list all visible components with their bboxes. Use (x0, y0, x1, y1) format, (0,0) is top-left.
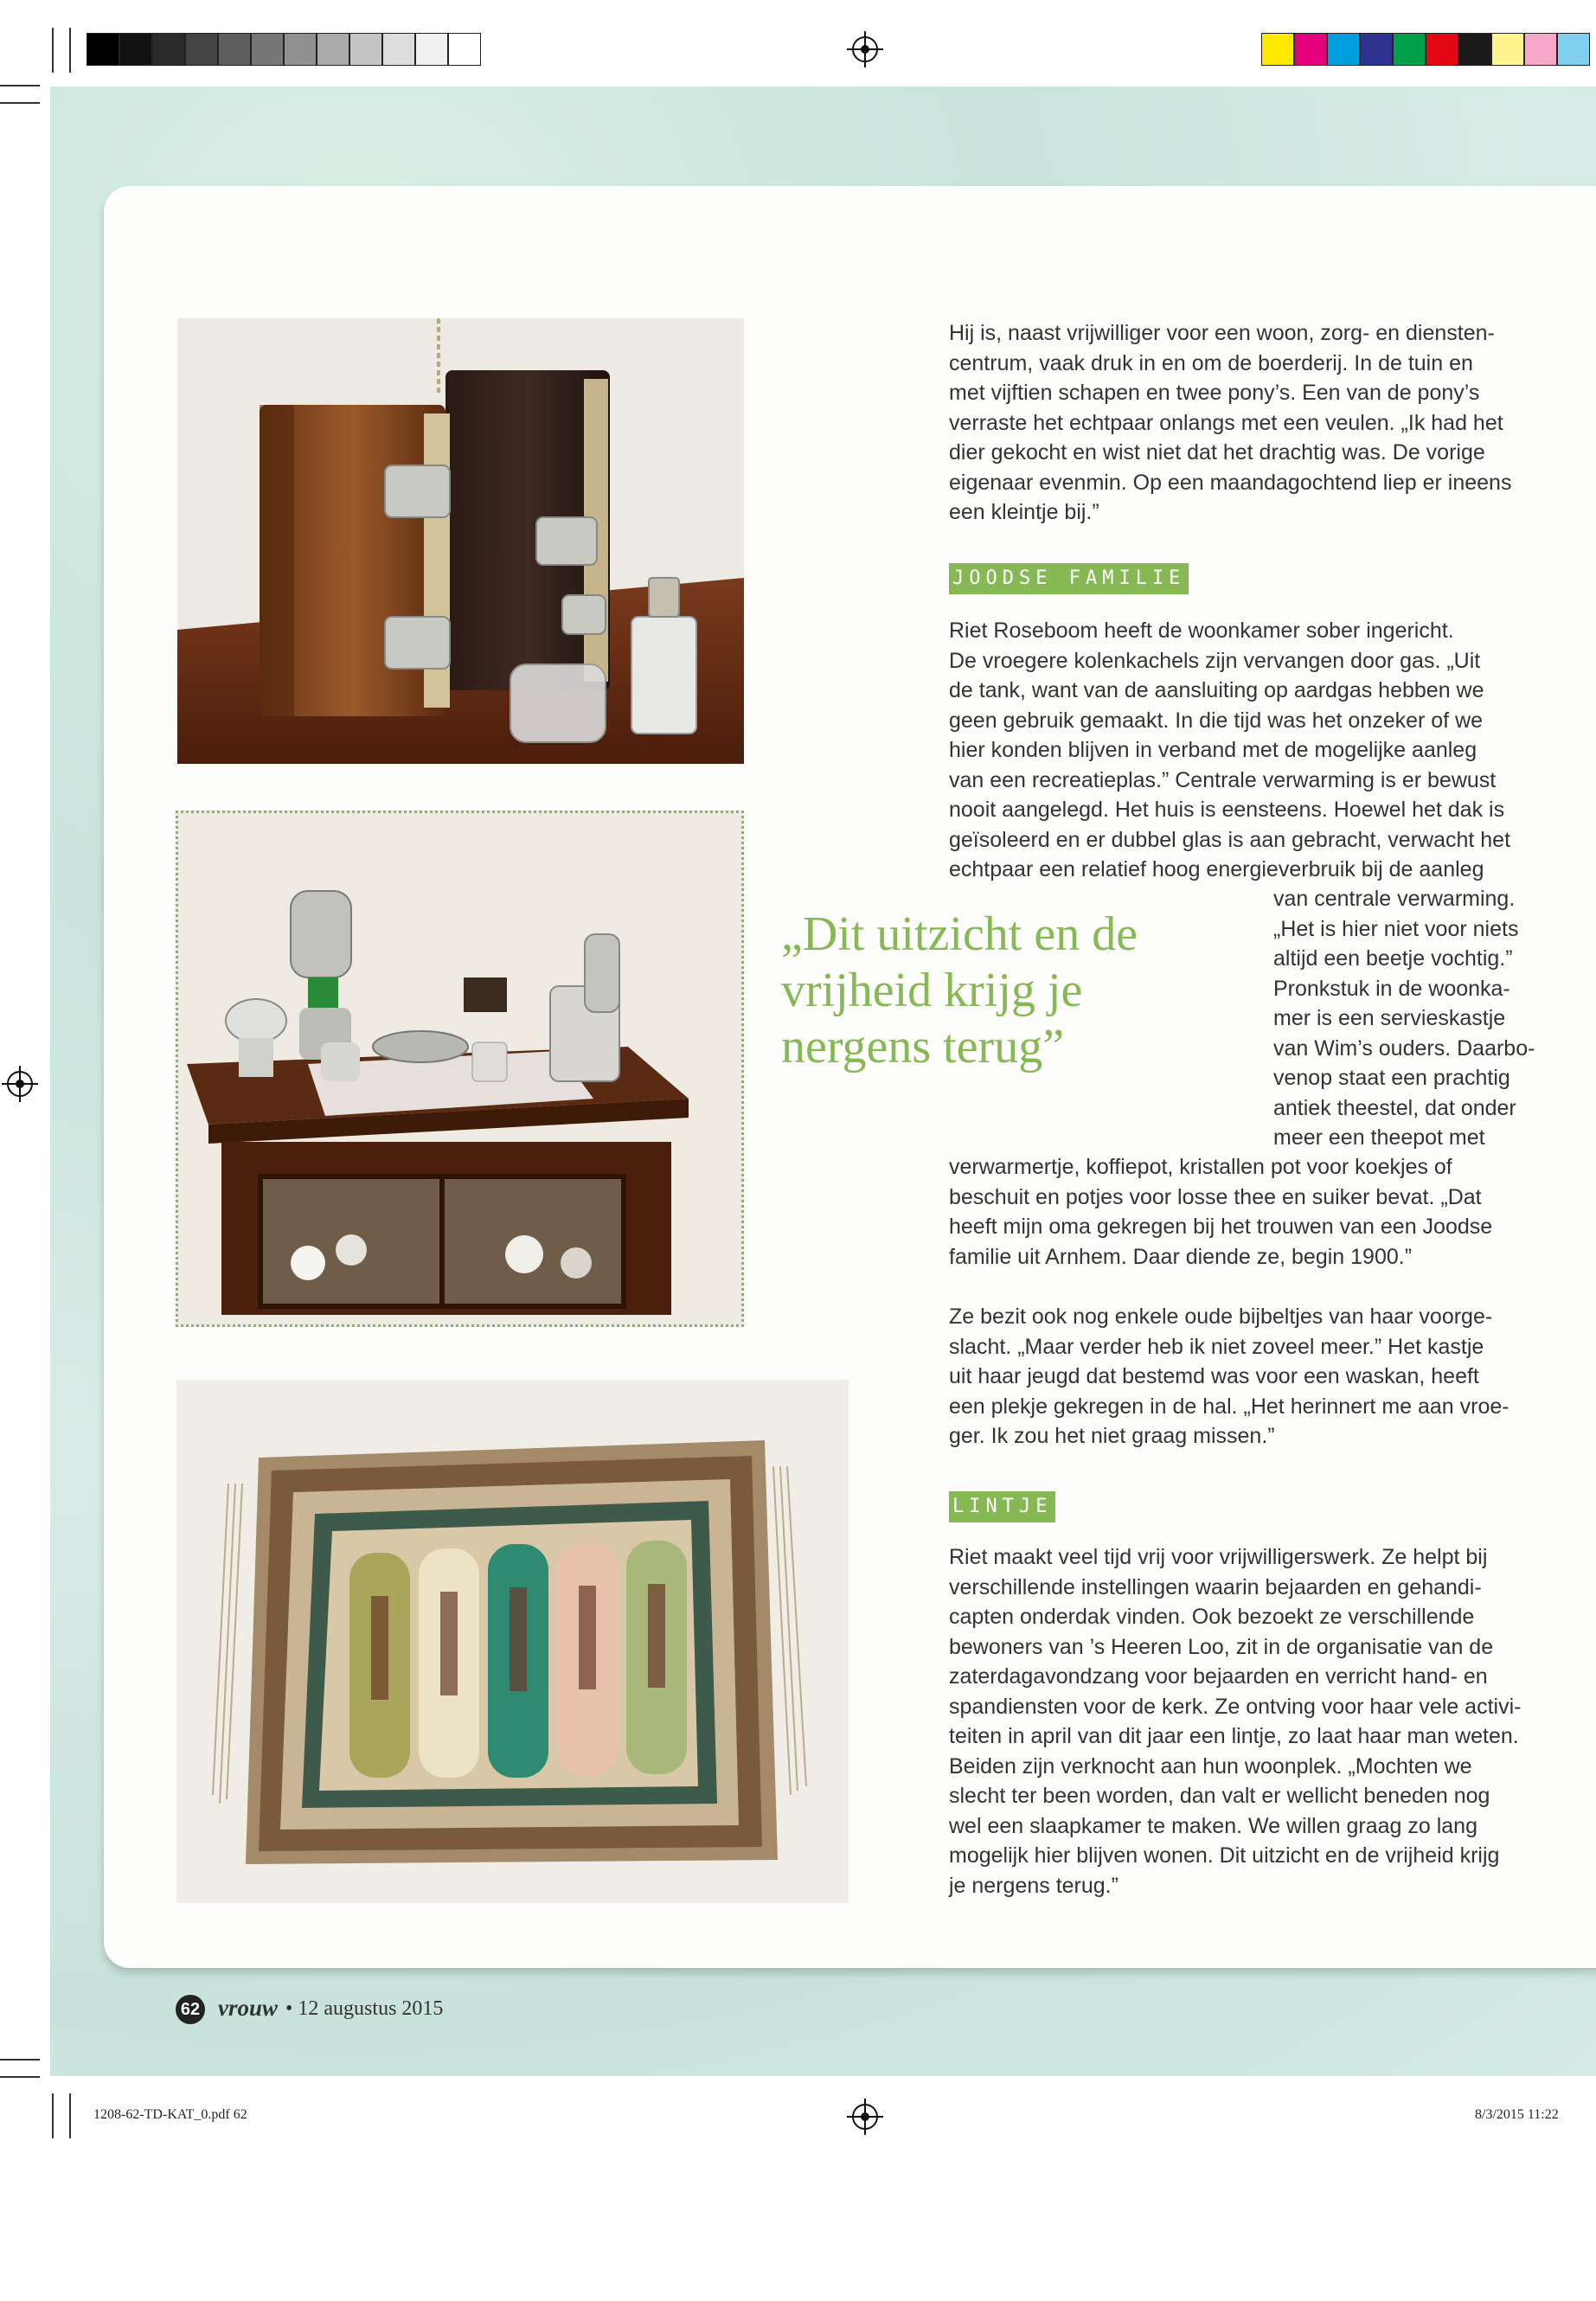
photo-wall-rug (176, 1380, 849, 1903)
print-slug-timestamp: 8/3/2015 11:22 (1475, 2107, 1559, 2122)
pull-quote: „Dit uitzicht en de vrijheid krijg je nergens terug” (781, 907, 1138, 1074)
registration-mark-left (7, 1071, 33, 1097)
crop-mark (69, 2093, 71, 2138)
paragraph-vrijwilligerswerk: Riet maakt veel tijd vrij voor vrijwilligerswerk. Ze helpt bij verschillende instellingen waarin bejaarden en gehandi- capten onderdak vinden. Ook bezoekt ze verschillende bewoners van ’s Heeren Loo, zit in de organisatie van de zaterdagavondzang voor bejaarden en verricht hand- en spandiensten voor de kerk. Ze ontving voor haar vele activi- teiten in april van dit jaar een lintje, zo laat haar man weten. Beiden zijn verknocht aan hun woonplek. „Mochten we slecht ter been worden, dan valt er wellicht beneden nog wel een slaapkamer te maken. We willen graag zo lang mogelijk hier blijven wonen. Dit uitzicht en de vrijheid krijg je nergens terug.” (949, 1545, 1522, 1898)
paragraph-bijbeltjes: Ze bezit ook nog enkele oude bijbeltjes van haar voorge- slacht. „Maar verder heb ik niet zoveel meer.” Het kastje uit haar jeugd dat bestemd was voor een waskan, heeft een plekje gekregen in de hal. „Het herinnert me aan vroe- ger. Ik zou het niet graag missen.” (949, 1304, 1509, 1448)
crop-mark (52, 2093, 54, 2138)
crop-mark (0, 2076, 40, 2078)
photo-tea-set-cabinet (176, 811, 744, 1327)
paragraph-intro: Hij is, naast vrijwilliger voor een woon, zorg- en diensten- centrum, vaak druk in en om de boerderij. In de tuin en met vijftien schapen en twee pony’s. Een van de pony’s verraste het echtpaar onlangs met een veulen. „Ik had het dier gekocht en wist niet dat het drachtig was. De vorige eigenaar evenmin. Op een maandagochtend liep er ineens een kleintje bij.” (949, 321, 1512, 524)
section-heading-lintje: LINTJE (949, 1491, 1055, 1522)
paragraph-woonkamer: Riet Roseboom heeft de woonkamer sober ingericht. De vroegere kolenkachels zijn vervangen door gas. „Uit de tank, want van de aansluiting op aardgas hebben we geen gebruik gemaakt. In die tijd was het onzeker of we hier konden blijven in verband met de mogelijke aanleg van een recreatieplas.” Centrale verwarming is er bewust nooit aangelegd. Het huis is eensteens. Hoewel het dak is geïsoleerd en er dubbel glas is aan gebracht, verwacht het echtpaar een relatief hoog energieverbruik bij de aanleg (949, 619, 1511, 881)
page-number-badge (176, 1995, 205, 2024)
page-number: 62 (180, 2000, 201, 2019)
crop-mark (0, 102, 40, 104)
issue-date: • 12 augustus 2015 (285, 1997, 444, 2020)
registration-mark-bottom (852, 2104, 878, 2130)
photo-antique-bibles (177, 318, 744, 764)
crop-mark (0, 2059, 40, 2061)
section-heading-joodse-familie: JOODSE FAMILIE (949, 563, 1189, 594)
paragraph-woonkamer-continued: verwarmertje, koffiepot, kristallen pot voor koekjes of beschuit en potjes voor losse thee en suiker bevat. „Dat heeft mijn oma gekregen bij het trouwen van een Joodse familie uit Arnhem. Daar diende ze, begin 1900.” (949, 1155, 1493, 1269)
process-color-bar (1261, 33, 1590, 66)
paragraph-woonkamer-narrow-column: van centrale verwarming. „Het is hier niet voor niets altijd een beetje vochtig.” Pronkstuk in de woonka- mer is een servieskastje van Wim’s ouders. Daarbo- venop staat een prachtig antiek theestel, dat onder meer een theepot met (1273, 887, 1535, 1150)
crop-mark (0, 85, 40, 87)
registration-mark-top (852, 36, 878, 62)
grayscale-color-bar (87, 33, 481, 66)
print-slug-file: 1208-62-TD-KAT_0.pdf 62 (93, 2107, 247, 2122)
crop-mark (52, 28, 54, 73)
magazine-name: vrouw (218, 1995, 279, 2021)
crop-mark (69, 28, 71, 73)
